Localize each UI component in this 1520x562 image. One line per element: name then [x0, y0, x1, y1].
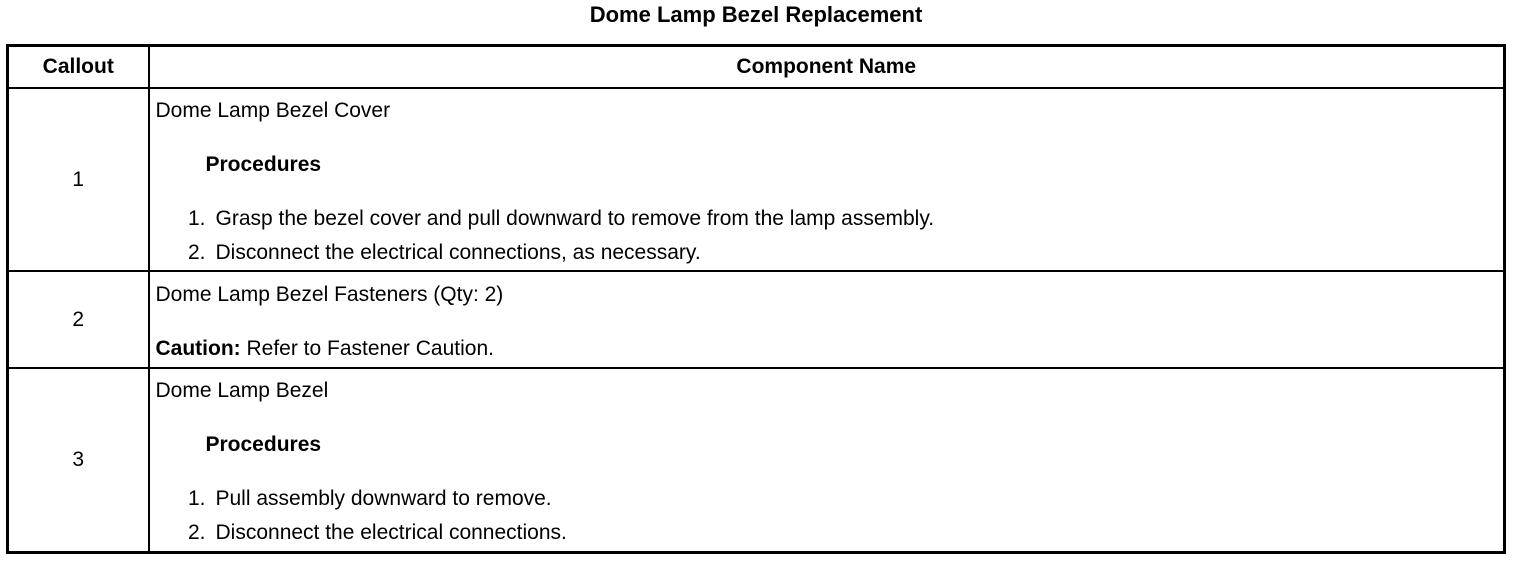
caution-label: Caution:	[155, 336, 241, 360]
procedures-heading: Procedures	[205, 432, 322, 456]
component-cell	[149, 271, 1505, 368]
table-row	[8, 271, 1505, 368]
callout-cell: 1	[8, 88, 149, 271]
step-text: Disconnect the electrical connections, as necessary.	[215, 240, 701, 264]
step-number: 2 .	[156, 240, 206, 266]
callout-column-header: Callout	[8, 46, 149, 89]
step-text: Pull assembly downward to remove.	[215, 486, 552, 510]
component-name: Dome Lamp Bezel Fasteners (Qty: 2)	[155, 282, 504, 306]
table-header-row	[8, 46, 1505, 89]
callout-cell: 2	[8, 271, 149, 368]
step-text: Disconnect the electrical connections.	[215, 520, 567, 544]
procedure-step	[156, 240, 1504, 266]
step-number: 1 .	[156, 206, 206, 232]
component-name: Dome Lamp Bezel	[155, 378, 329, 402]
page-title: Dome Lamp Bezel Replacement	[589, 2, 923, 27]
caution-text: Refer to Fastener Caution.	[246, 336, 494, 360]
procedure-step	[156, 486, 1504, 512]
callout-cell: 3	[8, 368, 149, 552]
procedure-steps	[156, 206, 1504, 266]
step-number: 2 .	[156, 520, 206, 546]
component-name-column-header: Component Name	[149, 46, 1505, 89]
table-row	[8, 88, 1505, 271]
component-table	[6, 44, 1506, 554]
component-name: Dome Lamp Bezel Cover	[155, 98, 391, 122]
caution-note	[156, 336, 1504, 362]
component-cell	[149, 368, 1505, 552]
procedure-step	[156, 206, 1504, 232]
procedure-step	[156, 520, 1504, 546]
step-text: Grasp the bezel cover and pull downward to remove from the lamp assembly.	[215, 206, 935, 230]
step-number: 1 .	[156, 486, 206, 512]
table-row	[8, 368, 1505, 552]
procedure-steps	[156, 486, 1504, 546]
procedures-heading: Procedures	[205, 152, 322, 176]
component-cell	[149, 88, 1505, 271]
